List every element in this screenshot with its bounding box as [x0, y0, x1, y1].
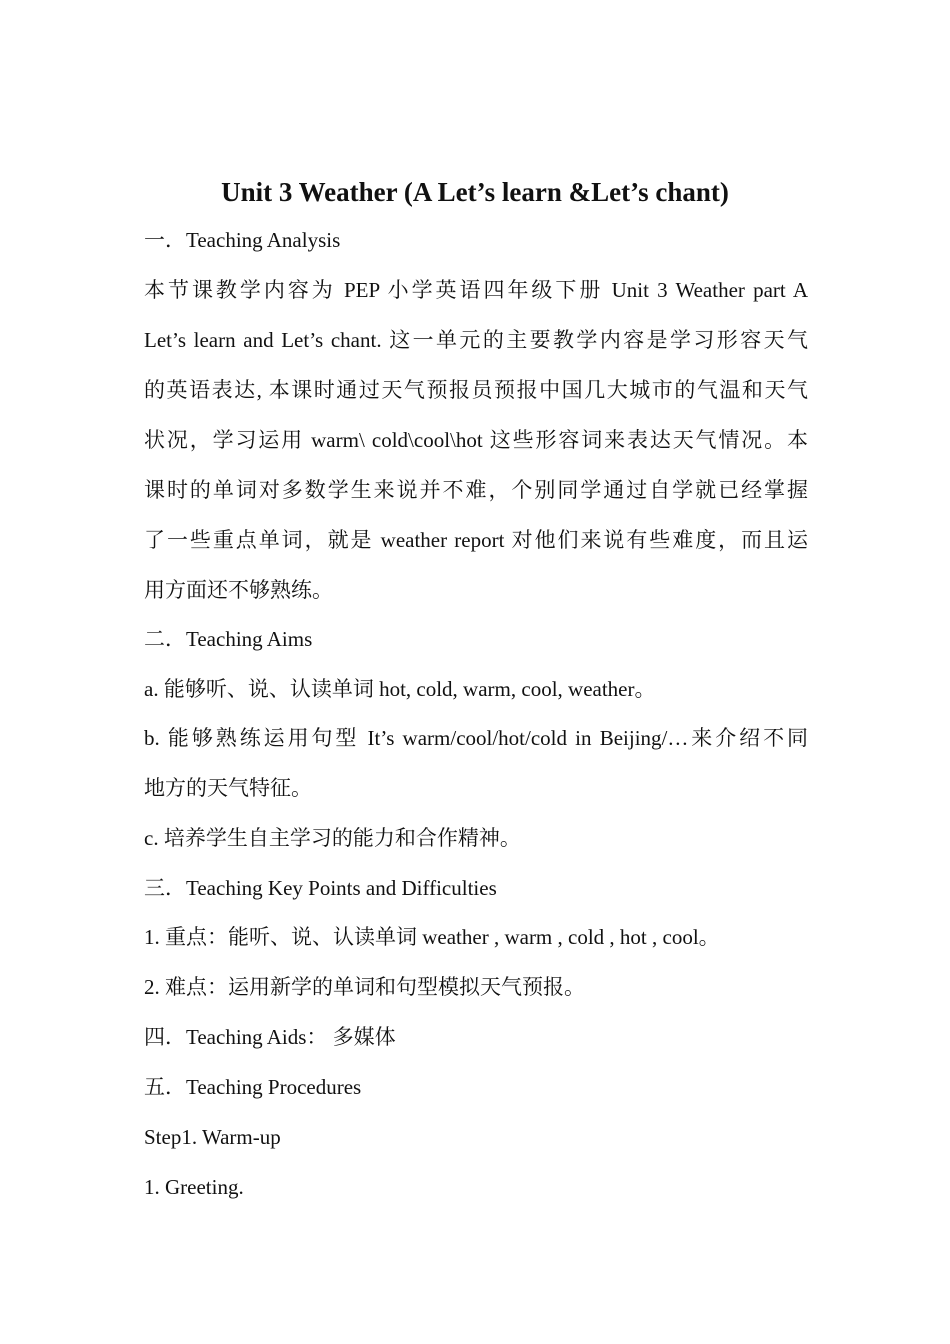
section-heading-aims: 二．Teaching Aims — [144, 627, 313, 651]
key-points-line: 2. 难点：运用新学的单词和句型模拟天气预报。 — [144, 975, 585, 999]
procedures-line: Step1. Warm-up — [144, 1125, 281, 1149]
aims-line: 地方的天气特征。 — [144, 776, 312, 800]
section-heading-procedures: 五．Teaching Procedures — [144, 1075, 362, 1099]
section-heading-key-points: 三．Teaching Key Points and Difficulties — [144, 876, 497, 900]
aims-line: a. 能够听、说、认读单词 hot, cold, warm, cool, weather。 — [144, 677, 656, 701]
aims-line: b. 能够熟练运用句型 It’s warm/cool/hot/cold in Beijing/…来介绍不同 — [144, 726, 808, 750]
document-title: Unit 3 Weather (A Let’s learn &Let’s chant) — [221, 177, 729, 207]
aims-line: c. 培养学生自主学习的能力和合作精神。 — [144, 826, 521, 850]
section-heading-aids: 四．Teaching Aids： 多媒体 — [144, 1025, 396, 1049]
section-heading-analysis: 一．Teaching Analysis — [144, 228, 341, 252]
procedures-line: 1. Greeting. — [144, 1175, 244, 1199]
analysis-line: 用方面还不够熟练。 — [144, 578, 333, 602]
analysis-line: Let’s learn and Let’s chant. 这一单元的主要教学内容是学习形容天气 — [144, 328, 808, 352]
key-points-line: 1. 重点：能听、说、认读单词 weather , warm , cold , hot , cool。 — [144, 925, 720, 949]
analysis-line: 课时的单词对多数学生来说并不难，个别同学通过自学就已经掌握 — [144, 478, 808, 502]
analysis-line: 的英语表达, 本课时通过天气预报员预报中国几大城市的气温和天气 — [144, 378, 808, 402]
analysis-line: 了一些重点单词，就是 weather report 对他们来说有些难度，而且运 — [144, 528, 808, 552]
analysis-line: 本节课教学内容为 PEP 小学英语四年级下册 Unit 3 Weather part A — [144, 278, 808, 302]
analysis-line: 状况，学习运用 warm\ cold\cool\hot 这些形容词来表达天气情况。本 — [144, 428, 808, 452]
